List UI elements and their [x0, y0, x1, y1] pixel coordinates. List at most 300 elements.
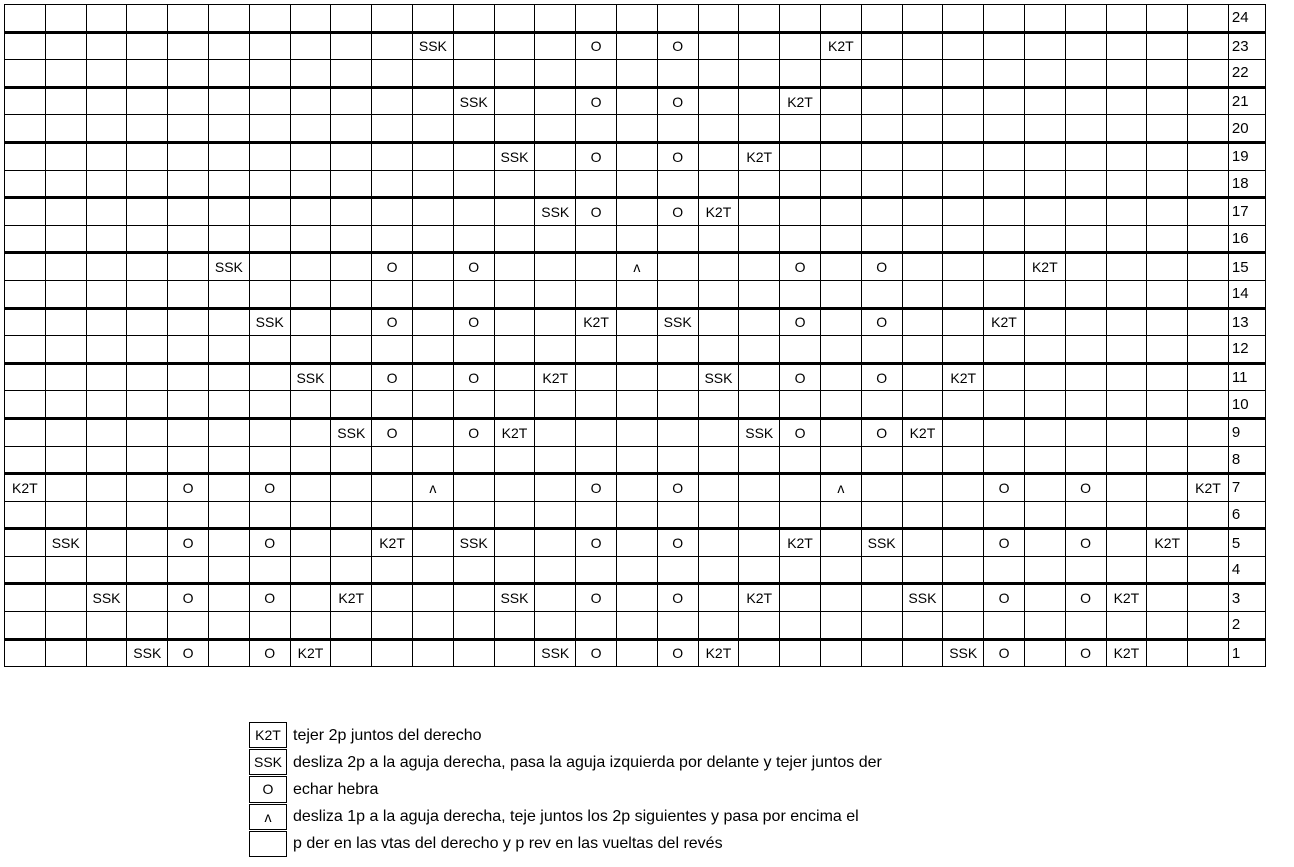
stitch-symbol: O — [372, 363, 413, 391]
row-number: 2 — [1228, 612, 1265, 640]
stitch-cell — [5, 87, 46, 115]
stitch-cell — [535, 142, 576, 170]
stitch-cell — [168, 336, 209, 364]
stitch-cell — [412, 501, 453, 529]
stitch-cell — [861, 115, 902, 143]
stitch-cell — [127, 474, 168, 502]
stitch-cell — [494, 556, 535, 584]
stitch-cell — [494, 446, 535, 474]
stitch-cell — [861, 336, 902, 364]
stitch-cell — [616, 198, 657, 226]
stitch-cell — [86, 87, 127, 115]
stitch-symbol: SSK — [453, 87, 494, 115]
stitch-cell — [576, 418, 617, 446]
stitch-symbol: O — [984, 529, 1025, 557]
stitch-cell — [372, 32, 413, 60]
stitch-cell — [127, 115, 168, 143]
stitch-cell — [861, 170, 902, 198]
stitch-cell — [372, 639, 413, 667]
stitch-cell — [1024, 529, 1065, 557]
stitch-cell — [208, 501, 249, 529]
stitch-cell — [820, 170, 861, 198]
chart-row — [5, 612, 1266, 640]
stitch-cell — [1106, 5, 1147, 33]
stitch-cell — [1024, 308, 1065, 336]
stitch-cell — [127, 363, 168, 391]
stitch-cell — [780, 60, 821, 88]
stitch-cell — [86, 115, 127, 143]
stitch-cell — [1106, 612, 1147, 640]
stitch-cell — [739, 5, 780, 33]
stitch-cell — [208, 529, 249, 557]
chart-row — [5, 60, 1266, 88]
stitch-cell — [616, 225, 657, 253]
stitch-cell — [453, 501, 494, 529]
stitch-cell — [412, 336, 453, 364]
stitch-cell — [168, 501, 209, 529]
stitch-cell — [331, 501, 372, 529]
stitch-cell — [453, 391, 494, 419]
stitch-cell — [616, 142, 657, 170]
stitch-cell — [290, 60, 331, 88]
stitch-cell — [820, 556, 861, 584]
stitch-cell — [290, 142, 331, 170]
stitch-cell — [1065, 142, 1106, 170]
stitch-cell — [290, 336, 331, 364]
stitch-cell — [249, 87, 290, 115]
stitch-cell — [86, 446, 127, 474]
stitch-cell — [412, 391, 453, 419]
stitch-cell — [902, 32, 943, 60]
stitch-cell — [86, 60, 127, 88]
stitch-cell — [127, 308, 168, 336]
stitch-cell — [576, 253, 617, 281]
stitch-cell — [902, 225, 943, 253]
chart-row — [5, 418, 1266, 446]
stitch-cell — [616, 32, 657, 60]
stitch-cell — [86, 308, 127, 336]
stitch-cell — [45, 253, 86, 281]
stitch-cell — [1024, 584, 1065, 612]
stitch-cell — [127, 501, 168, 529]
stitch-symbol: O — [984, 639, 1025, 667]
stitch-cell — [902, 87, 943, 115]
stitch-cell — [535, 612, 576, 640]
stitch-cell — [698, 446, 739, 474]
stitch-cell — [1188, 115, 1229, 143]
stitch-cell — [1065, 612, 1106, 640]
row-number: 24 — [1228, 5, 1265, 33]
stitch-cell — [861, 142, 902, 170]
stitch-cell — [535, 584, 576, 612]
stitch-cell — [1106, 170, 1147, 198]
stitch-symbol: O — [576, 198, 617, 226]
stitch-cell — [780, 225, 821, 253]
stitch-cell — [494, 60, 535, 88]
stitch-cell — [820, 639, 861, 667]
stitch-cell — [943, 556, 984, 584]
stitch-cell — [290, 225, 331, 253]
stitch-symbol: SSK — [494, 142, 535, 170]
stitch-cell — [780, 32, 821, 60]
legend-item — [249, 804, 882, 831]
stitch-symbol: K2T — [820, 32, 861, 60]
stitch-cell — [820, 336, 861, 364]
stitch-cell — [208, 363, 249, 391]
stitch-symbol: SSK — [902, 584, 943, 612]
stitch-cell — [127, 584, 168, 612]
stitch-cell — [168, 612, 209, 640]
stitch-cell — [453, 556, 494, 584]
stitch-cell — [1147, 501, 1188, 529]
chart-row — [5, 87, 1266, 115]
stitch-cell — [412, 253, 453, 281]
legend-symbol: ʌ — [249, 804, 287, 830]
stitch-cell — [331, 446, 372, 474]
stitch-cell — [372, 391, 413, 419]
stitch-cell — [453, 336, 494, 364]
stitch-cell — [820, 115, 861, 143]
stitch-cell — [902, 556, 943, 584]
stitch-cell — [535, 280, 576, 308]
stitch-cell — [331, 280, 372, 308]
stitch-cell — [984, 87, 1025, 115]
stitch-symbol: O — [657, 198, 698, 226]
chart-row — [5, 474, 1266, 502]
stitch-cell — [943, 446, 984, 474]
stitch-cell — [249, 142, 290, 170]
row-number: 17 — [1228, 198, 1265, 226]
stitch-symbol: K2T — [984, 308, 1025, 336]
stitch-cell — [168, 225, 209, 253]
stitch-cell — [1065, 253, 1106, 281]
stitch-cell — [127, 336, 168, 364]
stitch-symbol: ʌ — [412, 474, 453, 502]
stitch-cell — [331, 253, 372, 281]
stitch-cell — [86, 501, 127, 529]
stitch-cell — [984, 280, 1025, 308]
stitch-cell — [535, 501, 576, 529]
stitch-symbol: O — [249, 529, 290, 557]
stitch-cell — [1147, 198, 1188, 226]
stitch-cell — [739, 308, 780, 336]
stitch-cell — [984, 363, 1025, 391]
stitch-cell — [372, 446, 413, 474]
stitch-cell — [86, 474, 127, 502]
stitch-cell — [412, 556, 453, 584]
stitch-cell — [984, 5, 1025, 33]
stitch-cell — [412, 170, 453, 198]
stitch-cell — [331, 225, 372, 253]
stitch-cell — [1065, 280, 1106, 308]
stitch-cell — [616, 115, 657, 143]
stitch-cell — [331, 32, 372, 60]
stitch-symbol: SSK — [249, 308, 290, 336]
stitch-cell — [494, 32, 535, 60]
chart-row — [5, 529, 1266, 557]
chart-row — [5, 308, 1266, 336]
stitch-cell — [45, 363, 86, 391]
legend-item — [249, 722, 882, 749]
stitch-cell — [412, 584, 453, 612]
stitch-cell — [902, 474, 943, 502]
stitch-cell — [45, 446, 86, 474]
stitch-cell — [535, 225, 576, 253]
stitch-cell — [1188, 336, 1229, 364]
stitch-cell — [780, 584, 821, 612]
stitch-cell — [1106, 253, 1147, 281]
stitch-cell — [1188, 87, 1229, 115]
stitch-cell — [1147, 253, 1188, 281]
stitch-cell — [290, 5, 331, 33]
stitch-cell — [984, 336, 1025, 364]
stitch-cell — [249, 225, 290, 253]
stitch-cell — [290, 474, 331, 502]
stitch-cell — [453, 170, 494, 198]
stitch-cell — [1024, 418, 1065, 446]
stitch-cell — [984, 142, 1025, 170]
stitch-symbol: O — [780, 308, 821, 336]
stitch-cell — [698, 501, 739, 529]
stitch-cell — [820, 501, 861, 529]
stitch-cell — [1188, 391, 1229, 419]
stitch-cell — [331, 308, 372, 336]
stitch-cell — [249, 5, 290, 33]
stitch-cell — [45, 32, 86, 60]
stitch-cell — [453, 115, 494, 143]
stitch-cell — [86, 280, 127, 308]
stitch-cell — [249, 612, 290, 640]
stitch-symbol: O — [1065, 474, 1106, 502]
stitch-cell — [698, 612, 739, 640]
stitch-cell — [739, 87, 780, 115]
stitch-cell — [943, 474, 984, 502]
stitch-cell — [780, 474, 821, 502]
stitch-cell — [5, 391, 46, 419]
stitch-cell — [1024, 142, 1065, 170]
stitch-cell — [1147, 336, 1188, 364]
stitch-cell — [616, 5, 657, 33]
stitch-cell — [1106, 198, 1147, 226]
stitch-cell — [535, 32, 576, 60]
stitch-cell — [984, 391, 1025, 419]
stitch-symbol: SSK — [535, 639, 576, 667]
stitch-cell — [5, 501, 46, 529]
stitch-cell — [616, 391, 657, 419]
stitch-cell — [127, 198, 168, 226]
stitch-cell — [372, 115, 413, 143]
stitch-cell — [943, 115, 984, 143]
stitch-symbol: O — [1065, 639, 1106, 667]
stitch-cell — [1065, 5, 1106, 33]
stitch-cell — [208, 170, 249, 198]
stitch-cell — [249, 280, 290, 308]
stitch-cell — [1188, 253, 1229, 281]
stitch-cell — [208, 5, 249, 33]
stitch-cell — [372, 5, 413, 33]
stitch-symbol: K2T — [1106, 639, 1147, 667]
stitch-cell — [698, 391, 739, 419]
stitch-cell — [902, 170, 943, 198]
stitch-cell — [984, 32, 1025, 60]
stitch-cell — [249, 198, 290, 226]
stitch-cell — [331, 612, 372, 640]
stitch-cell — [290, 32, 331, 60]
stitch-symbol: O — [861, 418, 902, 446]
stitch-cell — [657, 418, 698, 446]
stitch-cell — [249, 60, 290, 88]
stitch-cell — [127, 612, 168, 640]
stitch-symbol: O — [657, 529, 698, 557]
stitch-cell — [168, 5, 209, 33]
stitch-cell — [168, 391, 209, 419]
chart-row — [5, 363, 1266, 391]
stitch-symbol: O — [249, 584, 290, 612]
stitch-cell — [1065, 446, 1106, 474]
stitch-cell — [249, 446, 290, 474]
stitch-cell — [1065, 391, 1106, 419]
stitch-cell — [249, 336, 290, 364]
stitch-cell — [86, 198, 127, 226]
legend-symbol: O — [249, 776, 287, 802]
stitch-cell — [820, 391, 861, 419]
stitch-cell — [902, 5, 943, 33]
stitch-cell — [1106, 418, 1147, 446]
legend-description: tejer 2p juntos del derecho — [293, 726, 482, 744]
stitch-symbol: K2T — [739, 584, 780, 612]
stitch-cell — [127, 280, 168, 308]
stitch-cell — [86, 639, 127, 667]
stitch-cell — [861, 60, 902, 88]
stitch-cell — [1147, 87, 1188, 115]
stitch-cell — [494, 308, 535, 336]
stitch-cell — [331, 639, 372, 667]
legend-description: desliza 2p a la aguja derecha, pasa la aguja izquierda por delante y tejer juntos der — [293, 753, 882, 771]
stitch-symbol: SSK — [208, 253, 249, 281]
stitch-symbol: O — [657, 87, 698, 115]
stitch-cell — [372, 474, 413, 502]
stitch-cell — [494, 639, 535, 667]
stitch-cell — [494, 87, 535, 115]
stitch-cell — [902, 501, 943, 529]
stitch-cell — [739, 198, 780, 226]
stitch-cell — [616, 60, 657, 88]
stitch-cell — [86, 170, 127, 198]
stitch-cell — [657, 391, 698, 419]
stitch-cell — [249, 253, 290, 281]
stitch-cell — [1147, 391, 1188, 419]
stitch-cell — [1024, 612, 1065, 640]
stitch-cell — [943, 584, 984, 612]
stitch-cell — [494, 5, 535, 33]
stitch-cell — [1147, 363, 1188, 391]
stitch-cell — [576, 280, 617, 308]
stitch-symbol: K2T — [290, 639, 331, 667]
stitch-cell — [1024, 501, 1065, 529]
legend-symbol: K2T — [249, 722, 287, 748]
stitch-cell — [902, 363, 943, 391]
stitch-cell — [127, 142, 168, 170]
stitch-cell — [698, 142, 739, 170]
stitch-cell — [739, 32, 780, 60]
row-number: 20 — [1228, 115, 1265, 143]
stitch-symbol: K2T — [372, 529, 413, 557]
stitch-cell — [616, 529, 657, 557]
stitch-cell — [1188, 60, 1229, 88]
stitch-cell — [861, 501, 902, 529]
stitch-symbol: SSK — [45, 529, 86, 557]
stitch-cell — [127, 87, 168, 115]
stitch-symbol: O — [657, 474, 698, 502]
stitch-symbol: K2T — [331, 584, 372, 612]
stitch-cell — [698, 529, 739, 557]
row-number: 23 — [1228, 32, 1265, 60]
stitch-cell — [576, 170, 617, 198]
stitch-cell — [820, 142, 861, 170]
stitch-cell — [412, 639, 453, 667]
stitch-cell — [1065, 501, 1106, 529]
stitch-cell — [861, 391, 902, 419]
stitch-cell — [86, 336, 127, 364]
stitch-cell — [943, 253, 984, 281]
stitch-cell — [820, 60, 861, 88]
row-number: 16 — [1228, 225, 1265, 253]
stitch-symbol: SSK — [290, 363, 331, 391]
stitch-cell — [1024, 391, 1065, 419]
stitch-cell — [45, 639, 86, 667]
stitch-cell — [576, 446, 617, 474]
stitch-cell — [1147, 612, 1188, 640]
stitch-symbol: O — [249, 474, 290, 502]
stitch-cell — [208, 474, 249, 502]
stitch-cell — [86, 363, 127, 391]
stitch-cell — [780, 198, 821, 226]
stitch-cell — [1106, 225, 1147, 253]
stitch-cell — [535, 474, 576, 502]
stitch-cell — [1188, 584, 1229, 612]
stitch-cell — [902, 115, 943, 143]
stitch-cell — [657, 225, 698, 253]
stitch-symbol: K2T — [943, 363, 984, 391]
stitch-cell — [535, 60, 576, 88]
stitch-cell — [1106, 142, 1147, 170]
stitch-cell — [616, 418, 657, 446]
stitch-cell — [208, 87, 249, 115]
stitch-cell — [453, 584, 494, 612]
stitch-cell — [168, 308, 209, 336]
row-number: 12 — [1228, 336, 1265, 364]
stitch-cell — [657, 280, 698, 308]
stitch-cell — [453, 5, 494, 33]
stitch-symbol: O — [576, 639, 617, 667]
row-number: 14 — [1228, 280, 1265, 308]
row-number: 21 — [1228, 87, 1265, 115]
stitch-symbol: O — [780, 418, 821, 446]
stitch-cell — [45, 336, 86, 364]
stitch-symbol: O — [861, 308, 902, 336]
stitch-cell — [1065, 87, 1106, 115]
stitch-symbol: SSK — [943, 639, 984, 667]
stitch-symbol: O — [780, 253, 821, 281]
row-number: 3 — [1228, 584, 1265, 612]
stitch-cell — [535, 446, 576, 474]
stitch-cell — [1147, 60, 1188, 88]
stitch-cell — [902, 308, 943, 336]
stitch-cell — [45, 280, 86, 308]
stitch-cell — [1106, 363, 1147, 391]
stitch-cell — [127, 5, 168, 33]
stitch-cell — [168, 60, 209, 88]
